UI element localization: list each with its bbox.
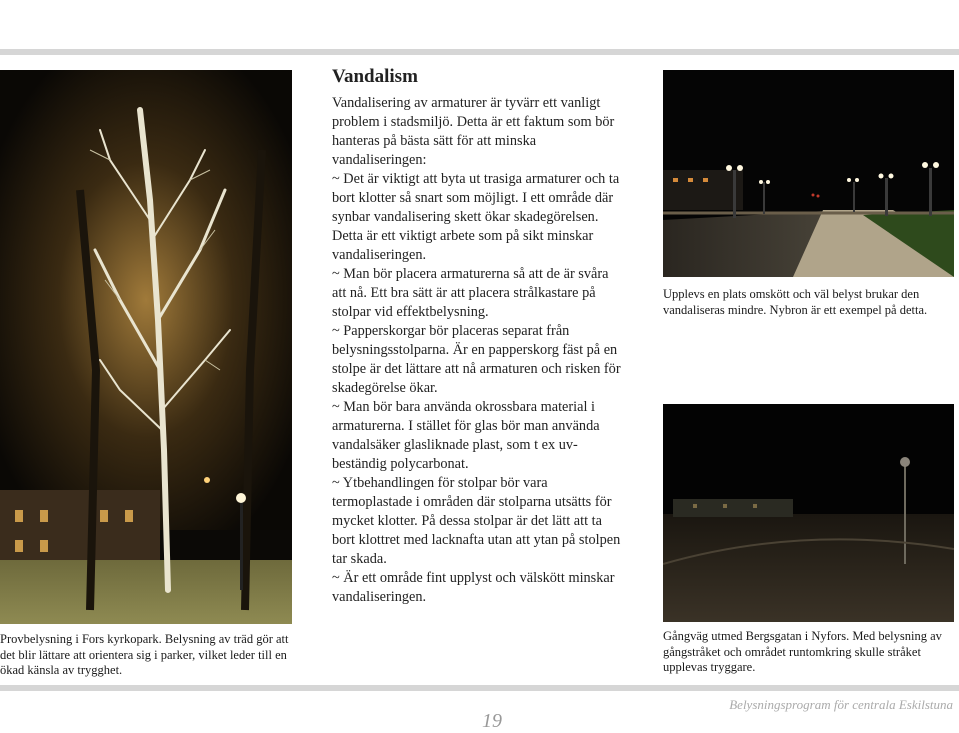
- bottom-rule: [0, 685, 959, 691]
- bullet-paragraph: ~ Ytbehandlingen för stolpar bör vara termoplastade i områden där stolparna utsätts för mycket klotter. På dessa stolpar är det lätt att ta bort klottret med lacknafta utan att ytan på stolpen tar skada.: [332, 475, 621, 567]
- article-body: [332, 94, 624, 607]
- bullet-paragraph: ~ Är ett område fint upplyst och välskött minskar vandaliseringen.: [332, 570, 615, 605]
- bullet-paragraph: ~ Det är viktigt att byta ut trasiga armaturer och ta bort klotter så snart som möjligt. I ett område där synbar vandalisering skett ökar skadegörelsen. Detta är ett viktigt arbete som på sikt minskar vandaliseringen.: [332, 171, 620, 263]
- bullet-paragraph: ~ Papperskorgar bör placeras separat från belysningsstolparna. Är en papperskorg fäst på en stolpe är det lättare att nå armaturen och risken för skadegörelse ökar.: [332, 323, 621, 396]
- left-photo-caption: Provbelysning i Fors kyrkopark. Belysning av träd gör att det blir lättare att orientera sig i parker, vilket leder till en ökad känsla av trygghet.: [0, 632, 289, 677]
- bridge-photo: [663, 70, 954, 277]
- top-right-photo-caption: Upplevs en plats omskött och väl belyst brukar den vandaliseras mindre. Nybron är ett exempel på detta.: [663, 287, 928, 317]
- top-rule: [0, 49, 959, 55]
- article-heading: Vandalism: [332, 66, 418, 87]
- bullet-paragraph: ~ Man bör placera armaturerna så att de är svåra att nå. Ett bra sätt är att placera strålkastare på stolpar vid effektbelysning.: [332, 266, 609, 320]
- bullet-paragraph: ~ Man bör bara använda okrossbara material i armaturerna. I stället för glas bör man använda vandalsäker glasliknade plast, som t ex uv-beständig polycarbonat.: [332, 399, 600, 472]
- footpath-photo: [663, 404, 954, 622]
- document-title: Belysningsprogram för centrala Eskilstuna: [729, 697, 953, 712]
- bottom-right-photo-caption: Gångväg utmed Bergsgatan i Nyfors. Med belysning av gångstråket och området runtomkring skulle stråket upplevas tryggare.: [663, 629, 942, 674]
- page-number: 19: [482, 710, 502, 732]
- park-trees-photo: [0, 70, 292, 624]
- intro-paragraph: Vandalisering av armaturer är tyvärr ett vanligt problem i stadsmiljö. Detta är ett faktum som bör hanteras på bästa sätt för att minska vandaliseringen:: [332, 95, 615, 168]
